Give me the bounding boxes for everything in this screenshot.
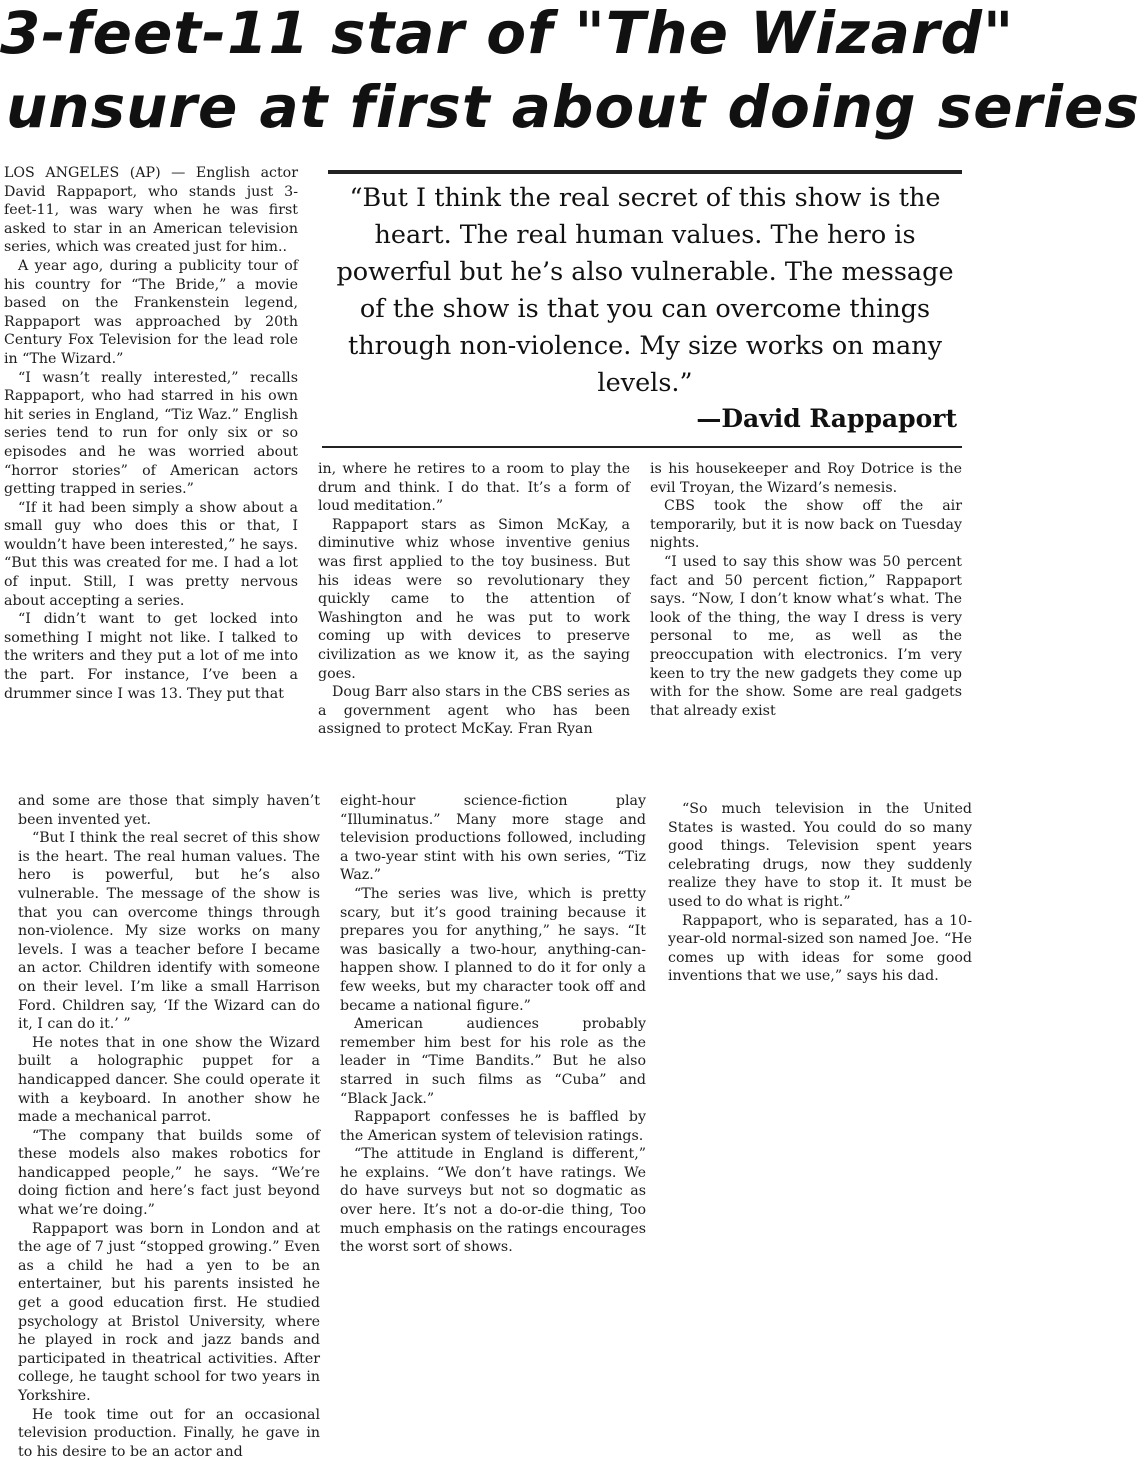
pull-quote-top-rule [328, 170, 962, 174]
paragraph: A year ago, during a publicity tour of his country for “The Bride,” a movie based on the Frankenstein legend, Rappaport was approached by 20th Century Fox Television for the lead role in “The Wizard.” [4, 257, 298, 367]
paragraph: in, where he retires to a room to play the drum and think. I do that. It’s a form of loud meditation.” [318, 461, 630, 515]
paragraph: eight-hour science-fiction play “Illuminatus.” Many more stage and television productions followed, including a two-year stint with his own series, “Tiz Waz.” [340, 793, 646, 884]
paragraph: “I wasn’t really interested,” recalls Rappaport, who had starred in his own hit series in England, “Tiz Waz.” English series tend to run for only six or so episodes and he was worried about “horror stories” of American actors getting trapped in series.” [4, 369, 298, 498]
paragraph: Rappaport confesses he is baffled by the American system of television ratings. [340, 1109, 646, 1144]
paragraph: Rappaport stars as Simon McKay, a diminutive whiz whose inventive genius was first applied to the toy business. But his ideas were so revolutionary they quickly came to the attention of Washington and he was put to work coming up with devices to preserve civilization as we know it, as the saying goes. [318, 516, 630, 682]
article-column-3 [650, 460, 962, 740]
article-column-4 [18, 792, 320, 1460]
article-column-1 [4, 164, 298, 736]
paragraph: Doug Barr also stars in the CBS series as a government agent who has been assigned to protect McKay. Fran Ryan [318, 684, 630, 738]
pull-quote-attribution: —David Rappaport [696, 404, 957, 433]
paragraph: “The company that builds some of these models also makes robotics for handicapped people,” he says. “We’re doing fiction and here’s fact just beyond what we’re doing.” [18, 1127, 320, 1219]
headline-line-1: 3-feet-11 star of "The Wizard" [0, 0, 1015, 67]
paragraph: “But I think the real secret of this show is the heart. The real human values. The hero is powerful, but he’s also vulnerable. The message of the show is that you can overcome things through non-violence. My size works on many levels. I was a teacher before I became an actor. Children identify with someone on their level. I’m like a small Harrison Ford. Children say, ‘If the Wizard can do it, I can do it.’ ” [18, 830, 320, 1033]
article-column-5 [340, 792, 646, 1292]
paragraph: “The series was live, which is pretty scary, but it’s good training because it prepares you for anything,” he says. “It was basically a two-hour, anything-can-happen show. I planned to do it for only a few weeks, but my character took off and became a national figure.” [340, 885, 646, 1014]
paragraph: “The attitude in England is different,” he explains. “We don’t have ratings. We do have surveys but not so dogmatic as over here. It’s not a do-or-die thing, Too much emphasis on the ratings encourages the worst sort of shows. [340, 1146, 646, 1256]
paragraph: LOS ANGELES (AP) — English actor David Rappaport, who stands just 3-feet-11, was wary when he was first asked to star in an American television series, which was created just for him.. [4, 165, 298, 256]
paragraph: Rappaport, who is separated, has a 10-year-old normal-sized son named Joe. “He comes up with ideas for some good inventions that we use,” says his dad. [668, 912, 972, 985]
paragraph: and some are those that simply haven’t been invented yet. [18, 793, 320, 828]
paragraph: Rappaport was born in London and at the age of 7 just “stopped growing.” Even as a child he had a yen to be an entertainer, but his parents insisted he get a good education first. He studied psychology at Bristol University, where he played in rock and jazz bands and participated in theatrical activities. After college, he taught school for two years in Yorkshire. [18, 1220, 320, 1404]
paragraph: is his housekeeper and Roy Dotrice is the evil Troyan, the Wizard’s nemesis. [650, 461, 962, 496]
article-column-6 [668, 800, 972, 1000]
paragraph: “If it had been simply a show about a small guy who does this or that, I wouldn’t have been interested,” he says. “But this was created for me. I had a lot of input. Still, I was pretty nervous about accepting a series. [4, 499, 298, 609]
paragraph: CBS took the show off the air temporarily, but it is now back on Tuesday nights. [650, 498, 962, 552]
paragraph: “I didn’t want to get locked into something I might not like. I talked to the writers and they put a lot of me into the part. For instance, I’ve been a drummer since I was 13. They put that [4, 611, 298, 702]
pull-quote: “But I think the real secret of this show is the heart. The real human values. The hero is powerful but he’s also vulnerable. The message of the show is that you can overcome things through non-violence. My size works on many levels.” [336, 183, 954, 398]
paragraph: American audiences probably remember him best for his role as the leader in “Time Bandits.” But he also starred in such films as “Cuba” and “Black Jack.” [340, 1016, 646, 1107]
paragraph: “I used to say this show was 50 percent fact and 50 percent fiction,” Rappaport says. “Now, I don’t know what’s what. The look of the thing, the way I dress is very personal to me, as well as the preoccupation with electronics. I’m very keen to try the new gadgets they come up with for the show. Some are real gadgets that already exist [650, 553, 962, 719]
article-column-2 [318, 460, 630, 740]
pull-quote-bottom-rule [322, 446, 962, 448]
paragraph: “So much television in the United States is wasted. You could do so many good things. Television spent years celebrating drugs, now they suddenly realize they have to stop it. It must be used to do what is right.” [668, 801, 972, 910]
paragraph: He notes that in one show the Wizard built a holographic puppet for a handicapped dancer. She could operate it with a keyboard. In another show he made a mechanical parrot. [18, 1034, 320, 1126]
paragraph: He took time out for an occasional television production. Finally, he gave in to his desire to be an actor and [18, 1406, 320, 1460]
headline-line-2: unsure at first about doing series [6, 73, 1140, 141]
